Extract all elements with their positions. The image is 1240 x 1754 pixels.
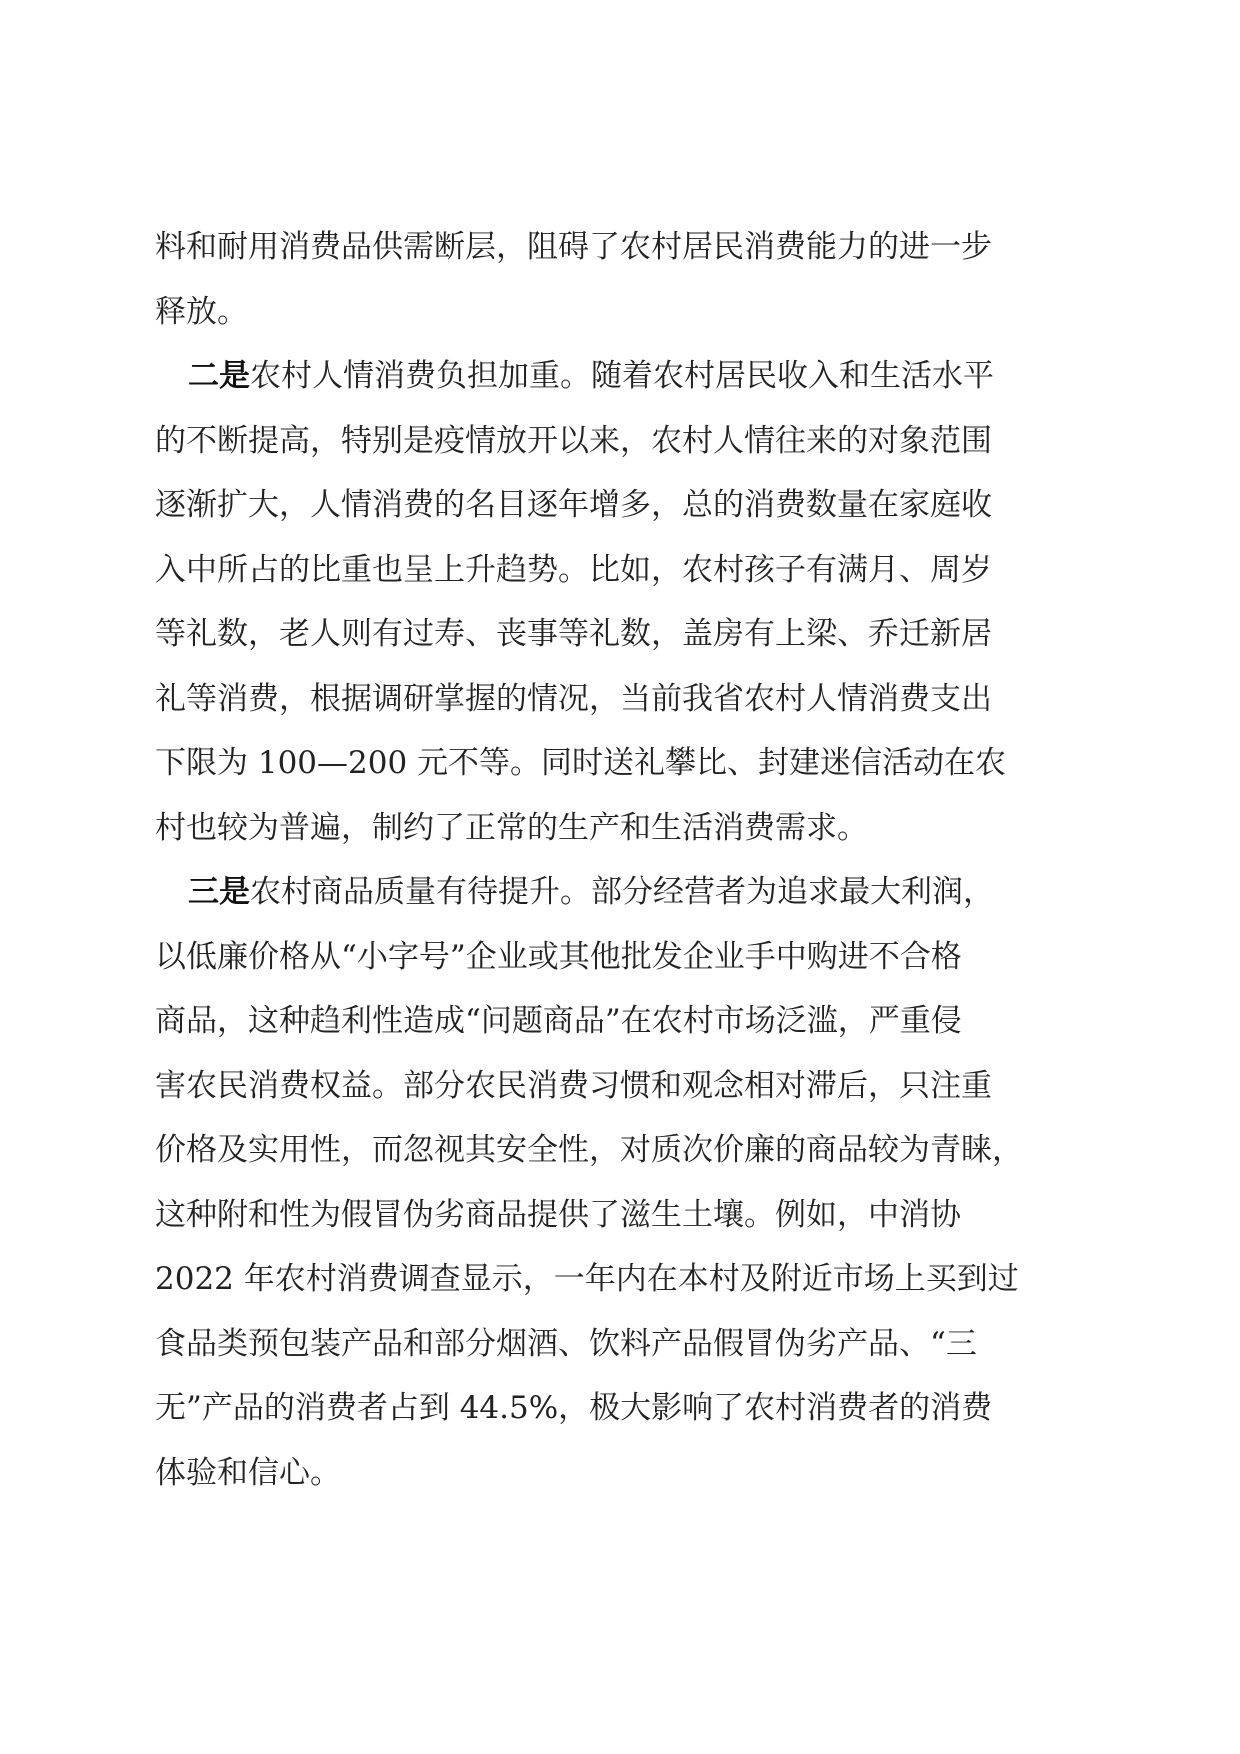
text-line: 入中所占的比重也呈上升趋势。比如，农村孩子有满月、周岁 [155,551,992,588]
document-body [155,215,1085,1505]
text-line: 商品，这种趋利性造成“问题商品”在农村市场泛滥，严重侵 [155,1003,962,1039]
text-line: 以低廉价格从“小字号”企业或其他批发企业手中购进不合格 [155,938,962,975]
text-line: 等礼数，老人则有过寿、丧事等礼数，盖房有上梁、乔迁新居 [155,616,992,652]
text-line [155,344,1085,409]
text-line: 食品类预包装产品和部分烟酒、饮料产品假冒伪劣产品、“三 [155,1325,977,1362]
text-line: 这种附和性为假冒伪劣商品提供了滋生土壤。例如，中消协 [155,1196,961,1233]
text-line: 2022 年农村消费调查显示，一年内在本村及附近市场上买到过 [155,1261,1019,1297]
text-line-content: 农村人情消费负担加重。随着农村居民收入和生活水平 [250,358,994,394]
text-line: 的不断提高，特别是疫情放开以来，农村人情往来的对象范围 [155,422,992,459]
text-line: 礼等消费，根据调研掌握的情况，当前我省农村人情消费支出 [155,680,992,717]
text-line: 无”产品的消费者占到 44.5%，极大影响了农村消费者的消费 [155,1390,993,1426]
text-line: 村也较为普遍，制约了正常的生产和生活消费需求。 [155,809,868,846]
paragraph-continuation [155,215,1085,344]
text-line: 价格及实用性，而忽视其安全性，对质次价廉的商品较为青睐， [155,1132,1023,1168]
text-line: 料和耐用消费品供需断层，阻碍了农村居民消费能力的进一步 [155,229,992,265]
text-line: 体验和信心。 [155,1454,341,1491]
text-line: 释放。 [155,293,248,330]
paragraph-third-point [155,860,1085,1505]
paragraph-second-point [155,344,1085,860]
text-line-content: 农村商品质量有待提升。部分经营者为追求最大利润， [250,874,994,910]
text-line: 害农民消费权益。部分农民消费习惯和观念相对滞后，只注重 [155,1067,992,1104]
text-line: 下限为 100—200 元不等。同时送礼攀比、封建迷信活动在农 [155,745,1007,781]
paragraph-lead-label: 三是 [188,874,250,910]
text-line: 逐渐扩大，人情消费的名目逐年增多，总的消费数量在家庭收 [155,487,992,523]
text-line [155,860,1085,925]
paragraph-lead-label: 二是 [188,358,250,394]
